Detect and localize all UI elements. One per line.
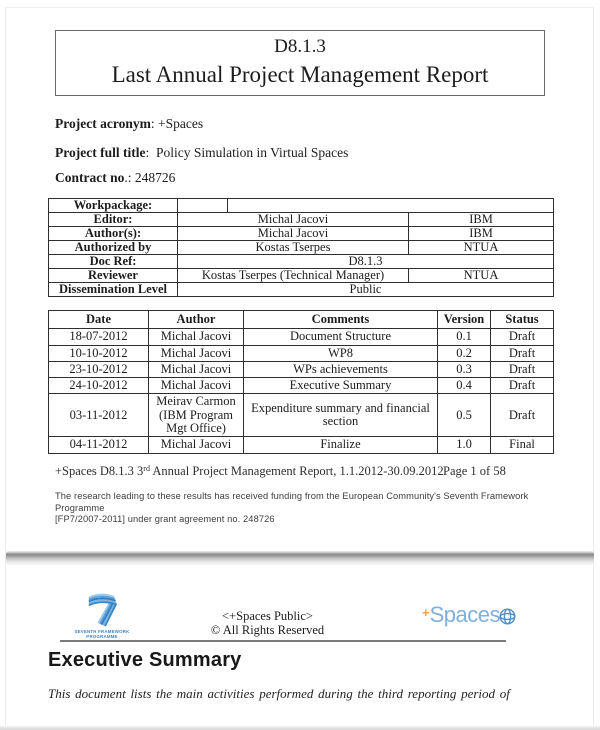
history-comments: Document Structure <box>244 329 438 345</box>
meta-row-reviewer <box>49 269 554 283</box>
history-author: Michal Jacovi <box>149 361 244 377</box>
history-version: 0.4 <box>438 378 491 394</box>
history-row <box>49 345 554 361</box>
document-meta-table <box>48 198 554 297</box>
history-author: Michal Jacovi <box>149 437 244 453</box>
meta-value: D8.1.3 <box>178 255 554 269</box>
history-date: 04-11-2012 <box>49 437 149 453</box>
meta-label: Workpackage: <box>49 199 178 213</box>
meta-org: NTUA <box>409 241 554 255</box>
footer-report-ref: +Spaces D8.1.3 3rd Annual Project Management Report, 1.1.2012-30.09.2012 <box>55 464 444 478</box>
classification-note <box>195 610 340 637</box>
funding-disclaimer <box>55 491 570 526</box>
meta-label: Author(s): <box>49 227 178 241</box>
fp7-logo <box>72 591 132 645</box>
history-date: 03-11-2012 <box>49 394 149 437</box>
history-status: Draft <box>491 394 554 437</box>
project-full-title-label: Project full title <box>55 145 146 160</box>
history-comments: Finalize <box>244 437 438 453</box>
page-number: Page 1 of 58 <box>443 464 506 478</box>
history-date: 24-10-2012 <box>49 378 149 394</box>
history-status: Draft <box>491 378 554 394</box>
meta-org: NTUA <box>409 269 554 283</box>
meta-label: Editor: <box>49 213 178 227</box>
title-box <box>55 30 545 96</box>
col-header-status: Status <box>491 311 554 329</box>
spaces-logo-word: Spaces <box>429 602 500 627</box>
history-comments: Executive Summary <box>244 378 438 394</box>
history-comments: WP8 <box>244 345 438 361</box>
contract-no-line <box>55 170 175 186</box>
meta-row-authorized <box>49 241 554 255</box>
col-header-comments: Comments <box>244 311 438 329</box>
meta-label: Authorized by <box>49 241 178 255</box>
history-date: 18-07-2012 <box>49 329 149 345</box>
col-header-date: Date <box>49 311 149 329</box>
section-heading: Executive Summary <box>48 649 242 671</box>
history-row <box>49 394 554 437</box>
meta-row-workpackage <box>49 199 554 213</box>
fp7-caption: SEVENTH FRAMEWORK PROGRAMME <box>74 630 130 639</box>
version-history-table <box>48 310 554 454</box>
meta-value: Kostas Tserpes (Technical Manager) <box>178 269 409 283</box>
meta-value: Michal Jacovi <box>178 213 409 227</box>
report-title: Last Annual Project Management Report <box>111 62 489 87</box>
history-date: 10-10-2012 <box>49 345 149 361</box>
meta-label: Reviewer <box>49 269 178 283</box>
history-header-row <box>49 311 554 329</box>
history-version: 1.0 <box>438 437 491 453</box>
page-left-edge <box>5 7 6 730</box>
history-row <box>49 329 554 345</box>
history-author: Michal Jacovi <box>149 378 244 394</box>
project-full-title-value: : Policy Simulation in Virtual Spaces <box>145 145 349 160</box>
history-row <box>49 361 554 377</box>
meta-label: Doc Ref: <box>49 255 178 269</box>
contract-no-label: Contract no <box>55 170 125 185</box>
project-acronym-value: : +Spaces <box>150 116 204 131</box>
project-acronym-label: Project acronym <box>55 116 151 131</box>
page-break-separator <box>6 551 594 565</box>
history-row <box>49 378 554 394</box>
meta-label: Dissemination Level <box>49 283 178 297</box>
copyright-label: © All Rights Reserved <box>210 622 325 637</box>
meta-value: Michal Jacovi <box>178 227 409 241</box>
meta-row-authors <box>49 227 554 241</box>
globe-icon <box>498 607 517 626</box>
spaces-logo <box>422 603 517 626</box>
history-author: Meirav Carmon (IBM Program Mgt Office) <box>149 394 244 437</box>
history-comments: Expenditure summary and financial section <box>244 394 438 437</box>
history-date: 23-10-2012 <box>49 361 149 377</box>
doc-ref: D8.1.3 <box>274 36 326 57</box>
page-right-edge <box>593 7 594 730</box>
bottom-page-separator <box>0 726 600 730</box>
page-footer <box>55 464 553 479</box>
meta-value: Public <box>178 283 554 297</box>
meta-row-editor <box>49 213 554 227</box>
history-version: 0.1 <box>438 329 491 345</box>
meta-cell-empty <box>228 199 554 213</box>
contract-no-value: .: 248726 <box>124 170 176 185</box>
page-top-edge <box>5 7 594 8</box>
meta-cell-empty <box>178 199 228 213</box>
classification-label: <+Spaces Public> <box>222 609 313 623</box>
history-status: Draft <box>491 361 554 377</box>
fp7-seven-icon <box>86 591 118 627</box>
history-row <box>49 437 554 453</box>
ordinal-suffix: rd <box>143 464 150 473</box>
history-status: Final <box>491 437 554 453</box>
history-status: Draft <box>491 345 554 361</box>
funding-disclaimer-line1: The research leading to these results has received funding from the European Community's Seventh Framework Programme <box>55 491 529 513</box>
history-author: Michal Jacovi <box>149 329 244 345</box>
funding-disclaimer-line2: [FP7/2007-2011] under grant agreement no. 248726 <box>55 514 275 524</box>
project-full-title-line <box>55 145 348 161</box>
meta-row-docref <box>49 255 554 269</box>
project-acronym-line <box>55 116 203 132</box>
history-version: 0.3 <box>438 361 491 377</box>
meta-row-dissemination <box>49 283 554 297</box>
meta-org: IBM <box>409 227 554 241</box>
col-header-author: Author <box>149 311 244 329</box>
history-author: Michal Jacovi <box>149 345 244 361</box>
plus-icon: + <box>422 605 430 620</box>
col-header-version: Version <box>438 311 491 329</box>
history-status: Draft <box>491 329 554 345</box>
meta-org: IBM <box>409 213 554 227</box>
history-version: 0.5 <box>438 394 491 437</box>
history-comments: WPs achievements <box>244 361 438 377</box>
header-rule <box>60 640 506 642</box>
history-version: 0.2 <box>438 345 491 361</box>
meta-value: Kostas Tserpes <box>178 241 409 255</box>
summary-paragraph: This document lists the main activities performed during the third reporting period of <box>48 686 510 701</box>
